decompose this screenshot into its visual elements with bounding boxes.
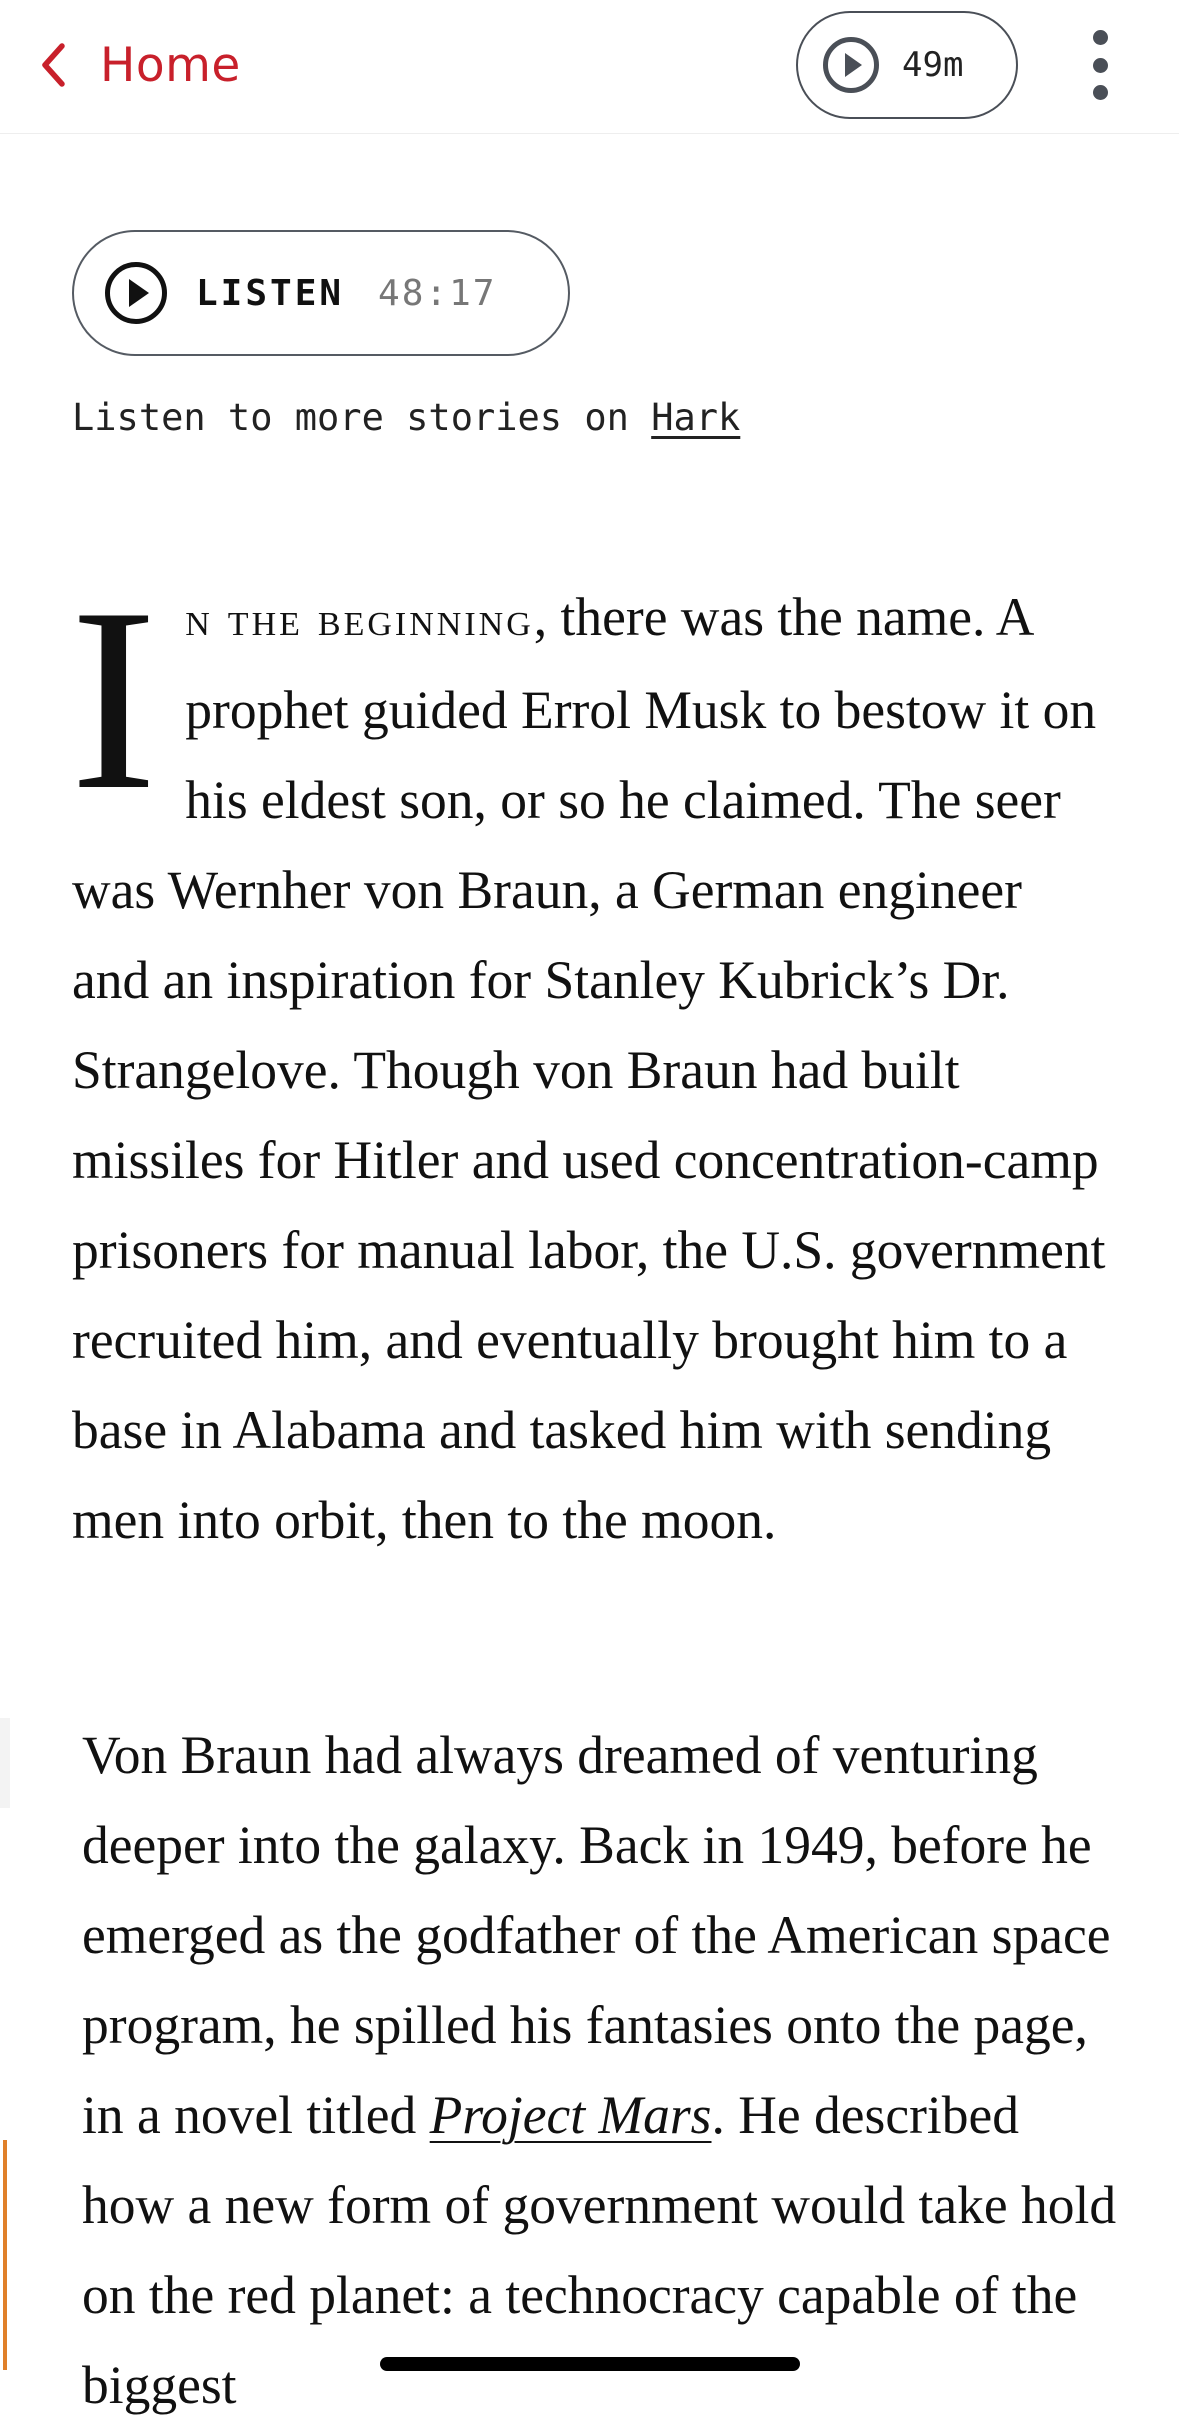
paragraph-1-body: , there was the name. A prophet guided Errol Musk to bestow it on his eldest son, or so he claimed. The seer was Wernher von Braun, a German engineer and an inspiration for Stanley Kubrick’s Dr. Strangelove. Though von Braun had built missiles for Hitler and used concentration-camp prisoners for manual labor, the U.S. government recruited him, and eventually brought him to a base in Alabama and tasked him with sending men into orbit, then to the moon. bbox=[72, 587, 1106, 1550]
more-vertical-icon-dot bbox=[1093, 85, 1108, 100]
listen-duration: 48:17 bbox=[378, 272, 497, 314]
drop-cap: I bbox=[70, 554, 158, 844]
edge-highlight bbox=[3, 2310, 7, 2370]
hark-link[interactable]: Hark bbox=[651, 396, 741, 439]
more-vertical-icon-dot bbox=[1093, 30, 1108, 45]
lead-in-smallcaps: n the beginning bbox=[185, 593, 534, 646]
home-indicator[interactable] bbox=[380, 2357, 800, 2371]
back-label: Home bbox=[100, 37, 241, 93]
more-vertical-icon-dot bbox=[1093, 58, 1108, 73]
article-paragraph-2 bbox=[82, 1710, 1122, 2430]
scroll-edge-marker bbox=[0, 1718, 10, 1808]
article-paragraph-1 bbox=[70, 554, 1112, 1565]
more-stories-text: Listen to more stories on bbox=[72, 396, 652, 439]
paragraph-2-before: Von Braun had always dreamed of venturing deeper into the galaxy. Back in 1949, before he emerged as the godfather of the American space program, he spilled his fantasies onto the page, in a novel titled bbox=[82, 1725, 1111, 2145]
more-options-button[interactable] bbox=[1080, 30, 1120, 100]
chevron-left-icon bbox=[40, 42, 66, 88]
paragraph-2-after: . He described how a new form of government would take hold on the red planet: a technocracy capable of the biggest bbox=[82, 2085, 1117, 2415]
back-button[interactable] bbox=[40, 30, 241, 100]
play-icon bbox=[104, 261, 168, 325]
audio-duration-short: 49m bbox=[902, 45, 964, 85]
book-title-link[interactable]: Project Mars bbox=[429, 2085, 712, 2145]
listen-label: LISTEN bbox=[196, 272, 345, 314]
listen-button[interactable] bbox=[72, 230, 570, 356]
top-nav-bar bbox=[0, 0, 1179, 134]
edge-highlight bbox=[3, 2140, 7, 2320]
more-stories-line bbox=[72, 396, 740, 439]
audio-duration-button[interactable] bbox=[796, 11, 1018, 119]
play-icon bbox=[822, 36, 880, 94]
